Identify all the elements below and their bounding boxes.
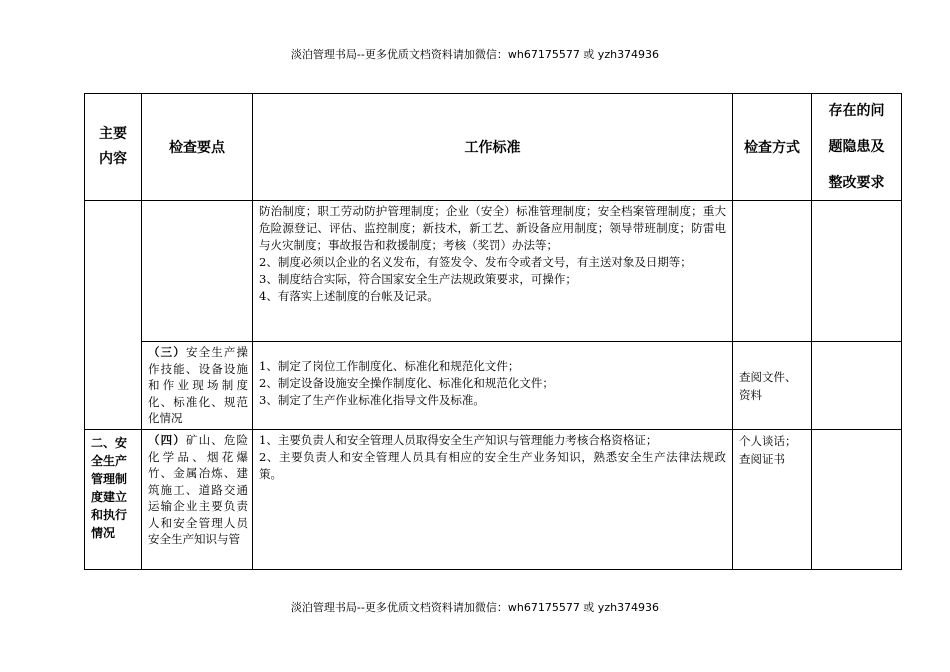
- header-issues-line-1: 存在的问: [828, 103, 885, 119]
- row1-standard-line-3: 3、制度结合实际，符合国家安全生产法规政策要求，可操作；: [259, 272, 577, 286]
- page-footer-text: 淡泊管理书局--更多优质文档资料请加微信：wh67175577 或 yzh374936: [290, 601, 660, 614]
- header-main-content-line-1: 主要: [99, 126, 127, 142]
- row3-work-standard: [253, 430, 732, 569]
- row3-standard-line-1: 1、主要负责人和安全管理人员取得安全生产知识与管理能力考核合格资格证；: [259, 433, 658, 447]
- row3-check-method: 个人谈话；查阅证书: [739, 434, 797, 466]
- header-check-points: 检查要点: [169, 140, 225, 156]
- col-line-5: [901, 93, 902, 570]
- row2-check-point: [142, 342, 252, 429]
- row2-standard-line-2: 2、制定设备设施安全操作制度化、标准化和规范化文件；: [259, 376, 554, 390]
- header-issues-line-2: 题隐患及: [828, 139, 885, 155]
- row2-check-point-prefix: （三）: [148, 345, 186, 359]
- header-check-method: 检查方式: [744, 140, 800, 156]
- row3-main-content: 二、安全生产管理制度建立和执行情况: [91, 436, 128, 540]
- row1-standard-line-4: 4、有落实上述制度的台帐及记录。: [259, 289, 439, 303]
- header-work-standard: 工作标准: [464, 140, 521, 156]
- row2-check-point-text: 安全生产操作技能、设备设施和作业现场制度化、标准化、规范化情况: [148, 345, 249, 425]
- row1-standard-line-2: 2、制度必须以企业的名义发布，有签发令、发布令或者文号，有主送对象及日期等；: [259, 255, 692, 269]
- row1-standard-line-1: 防治制度；职工劳动防护管理制度；企业（安全）标准管理制度；安全档案管理制度；重大危险源登记、评估、监控制度；新技术，新工艺、新设备应用制度；领导带班制度；防雷电与火灾制度；事故报告和救援制度；考核（奖罚）办法等；: [259, 204, 726, 252]
- header-main-content: [85, 94, 141, 200]
- row3-standard-line-2: 2、主要负责人和安全管理人员具有相应的安全生产业务知识，熟悉安全生产法律法规政策。: [259, 450, 726, 481]
- row3-check-point-text: 矿山、危险化学品、烟花爆竹、金属冶炼、建筑施工、道路交通运输企业主要负责人和安全管理人员安全生产知识与管: [148, 433, 249, 546]
- row2-work-standard: [253, 342, 732, 429]
- header-issues: [812, 94, 901, 200]
- row3-check-point: [142, 430, 252, 569]
- page-header-text: 淡泊管理书局--更多优质文档资料请加微信：wh67175577 或 yzh374936: [290, 48, 660, 61]
- header-issues-line-3: 整改要求: [828, 175, 885, 191]
- table-border-bottom: [84, 569, 902, 570]
- row2-check-method: 查阅文件、资料: [739, 370, 797, 402]
- header-main-content-line-2: 内容: [99, 151, 127, 167]
- row2-standard-line-3: 3、制定了生产作业标准化指导文件及标准。: [259, 393, 485, 407]
- row2-standard-line-1: 1、制定了岗位工作制度化、标准化和规范化文件；: [259, 359, 520, 373]
- row1-work-standard: [253, 201, 732, 341]
- row3-check-point-prefix: （四）: [148, 433, 186, 447]
